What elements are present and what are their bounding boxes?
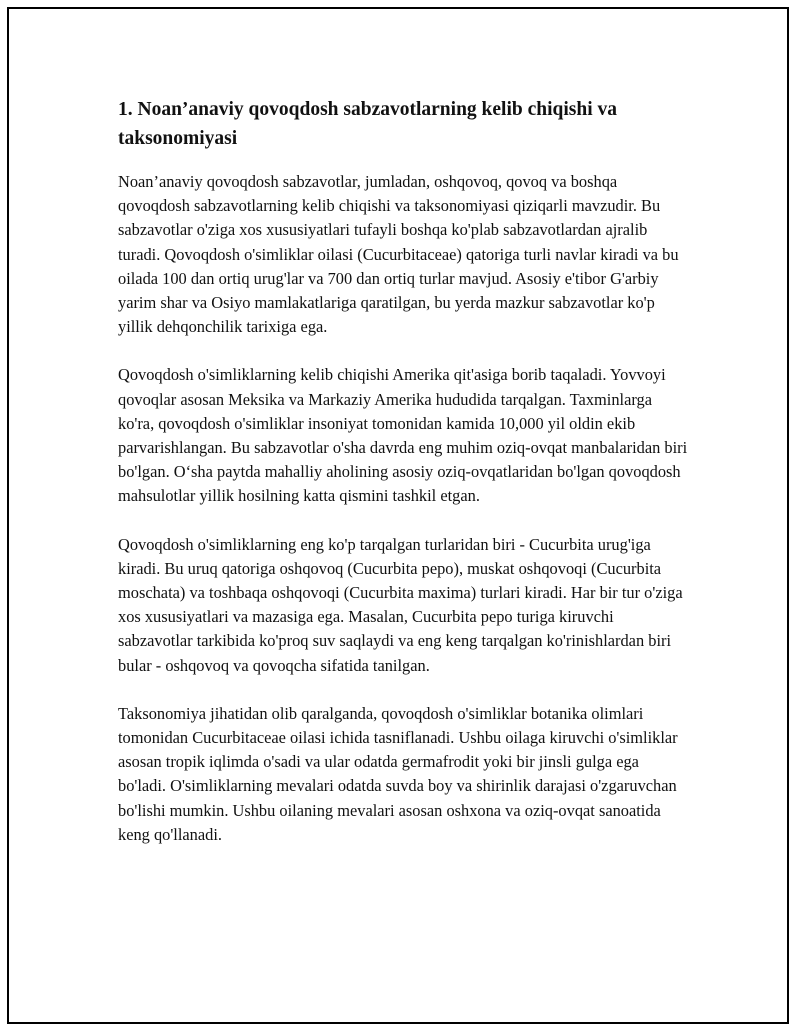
document-body	[118, 95, 688, 871]
section-heading: 1. Noan’anaviy qovoqdosh sabzavotlarning kelib chiqishi va taksonomiyasi	[118, 99, 618, 149]
paragraph-origin-intro: Noan’anaviy qovoqdosh sabzavotlar, jumladan, oshqovoq, qovoq va boshqa qovoqdosh sabzavotlarning kelib chiqishi va taksonomiyasi qiziqarli mavzudir. Bu sabzavotlar o'ziga xos xususiyatlari tufayli boshqa ko'plab sabzavotlardan ajralib turadi. Qovoqdosh o'simliklar oilasi (Cucurbitaceae) qatoriga turli navlar kiradi va bu oilada 100 dan ortiq urug'lar va 700 dan ortiq turlar mavjud. Asosiy e'tibor G'arbiy yarim shar va Osiyo mamlakatlariga qaratilgan, bu yerda mazkur sabzavotlar ko'p yillik dehqonchilik tarixiga ega.	[118, 172, 679, 337]
paragraph-origin-america: Qovoqdosh o'simliklarning kelib chiqishi Amerika qit'asiga borib taqaladi. Yovvoyi qovoqlar asosan Meksika va Markaziy Amerika hududida tarqalgan. Taxminlarga ko'ra, qovoqdosh o'simliklar insoniyat tomonidan kamida 10,000 yil oldin ekib parvarishlangan. Bu sabzavotlar o'sha davrda eng muhim oziq-ovqat manbalaridan biri bo'lgan. O‘sha paytda mahalliy aholining asosiy oziq-ovqatlaridan bo'lgan qovoqdosh mahsulotlar yillik hosilning katta qismini tashkil etgan.	[118, 365, 688, 506]
paragraph-cucurbita-genus: Qovoqdosh o'simliklarning eng ko'p tarqalgan turlaridan biri - Cucurbita urug'iga kiradi. Bu uruq qatoriga oshqovoq (Cucurbita pepo), muskat oshqovoqi (Cucurbita moschata) va toshbaqa oshqovoqi (Cucurbita maxima) turlari kiradi. Har bir tur o'ziga xos xususiyatlari va mazasiga ega. Masalan, Cucurbita pepo turiga kiruvchi sabzavotlar tarkibida ko'proq suv saqlaydi va eng keng tarqalgan ko'rinishlardan biri bular - oshqovoq va qovoqcha sifatida tanilgan.	[118, 534, 683, 675]
paragraph-taxonomy: Taksonomiya jihatidan olib qaralganda, qovoqdosh o'simliklar botanika olimlari tomonidan Cucurbitaceae oilasi ichida tasniflanadi. Ushbu oilaga kiruvchi o'simliklar asosan tropik iqlimda o'sadi va ular odatda germafrodit yoki bir jinsli gulga ega bo'ladi. O'simliklarning mevalari odatda suvda boy va shirinlik darajasi o'zgaruvchan bo'lishi mumkin. Ushbu oilaning mevalari asosan oshxona va oziq-ovqat sanoatida keng qo'llanadi.	[118, 703, 678, 844]
